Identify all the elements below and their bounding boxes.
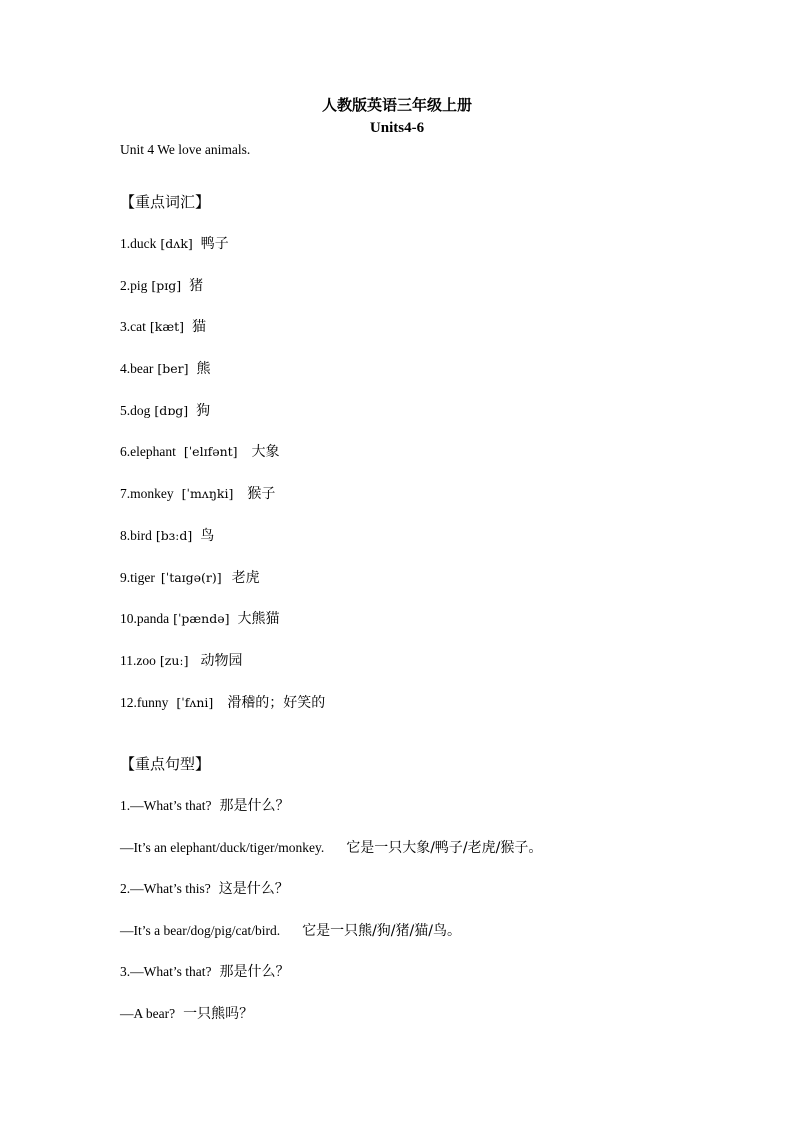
vocab-word: 11.zoo [120,652,156,668]
vocab-meaning: 大熊猫 [237,611,280,628]
sentence-chinese: 一只熊吗？ [183,1005,254,1022]
vocab-meaning: 大象 [251,444,280,461]
vocabulary-item [120,359,325,401]
sentence-item [120,838,542,880]
document-subtitle: Units4-6 [369,120,425,136]
vocabulary-item [120,651,325,693]
sentence-english: —A bear? [120,1005,176,1021]
vocab-meaning: 老虎 [231,569,260,586]
vocab-word: 1.duck [120,236,157,251]
vocab-phonetic: [ber] [157,361,189,377]
sentence-english: 1.—What’s that? [120,798,212,813]
sentence-english: 3.—What’s that? [120,964,212,979]
vocab-word: 8.bird [120,527,152,543]
sentence-item [120,796,542,838]
sentence-chinese: 这是什么？ [218,881,289,897]
vocab-phonetic: [ˈfʌni] [176,694,214,710]
vocabulary-item [120,276,325,318]
vocab-phonetic: [kæt] [149,319,184,335]
sentence-item [120,921,542,963]
unit-title: Unit 4 We love animals. [120,142,251,157]
vocabulary-item [120,234,325,276]
sentence-english: —It’s a bear/dog/pig/cat/bird. [120,922,281,938]
vocabulary-item [120,568,325,610]
vocabulary-item [120,317,325,359]
sentence-chinese: 那是什么？ [219,964,290,980]
vocab-meaning: 狗 [196,402,211,419]
vocab-word: 10.panda [120,611,170,627]
sentence-english: —It’s an elephant/duck/tiger/monkey. [120,839,325,855]
vocab-meaning: 滑稽的；好笑的 [227,694,326,711]
vocab-meaning: 鸟 [200,527,215,544]
sentence-english: 2.—What’s this? [120,881,211,896]
vocab-word: 9.tiger [120,569,155,585]
vocab-phonetic: [ˈpændə] [173,611,230,627]
sentences-heading: 【重点句型】 [120,755,211,773]
vocabulary-heading: 【重点词汇】 [120,193,211,211]
vocab-word: 2.pig [120,277,148,293]
sentence-chinese: 它是一只大象/鸭子/老虎/猴子。 [346,839,543,856]
vocabulary-item [120,401,325,443]
vocab-phonetic: [dʌk] [160,236,193,251]
sentence-chinese: 那是什么？ [219,798,290,814]
vocab-phonetic: [ˈmʌŋki] [181,486,234,502]
vocab-meaning: 猪 [189,277,204,294]
vocab-phonetic: [zuː] [159,652,189,668]
vocab-meaning: 猫 [191,319,206,336]
vocabulary-list [120,234,325,734]
vocabulary-item [120,693,325,735]
sentences-list [120,796,542,1045]
sentence-item [120,962,542,1004]
vocabulary-item [120,526,325,568]
vocab-word: 7.monkey [120,486,174,502]
vocab-phonetic: [dɒg] [154,402,189,418]
vocab-phonetic: [ˈelɪfənt] [183,444,238,460]
vocab-word: 3.cat [120,319,146,335]
vocab-word: 6.elephant [120,444,176,460]
document-title: 人教版英语三年级上册 [321,98,472,114]
sentence-item [120,1004,542,1046]
sentence-item [120,879,542,921]
vocab-meaning: 熊 [196,361,211,378]
sentence-chinese: 它是一只熊/狗/猪/猫/鸟。 [302,922,461,939]
vocabulary-item [120,609,325,651]
vocab-word: 12.funny [120,694,169,710]
vocabulary-item [120,484,325,526]
vocabulary-item [120,442,325,484]
vocab-meaning: 动物园 [200,652,243,669]
vocab-meaning: 鸭子 [200,236,229,252]
vocab-meaning: 猴子 [247,486,276,503]
vocab-phonetic: [pɪg] [151,277,182,293]
vocab-phonetic: [ˈtaɪgə(r)] [160,569,222,585]
vocab-word: 5.dog [120,402,151,418]
vocab-phonetic: [bɜːd] [155,527,193,543]
vocab-word: 4.bear [120,361,154,377]
